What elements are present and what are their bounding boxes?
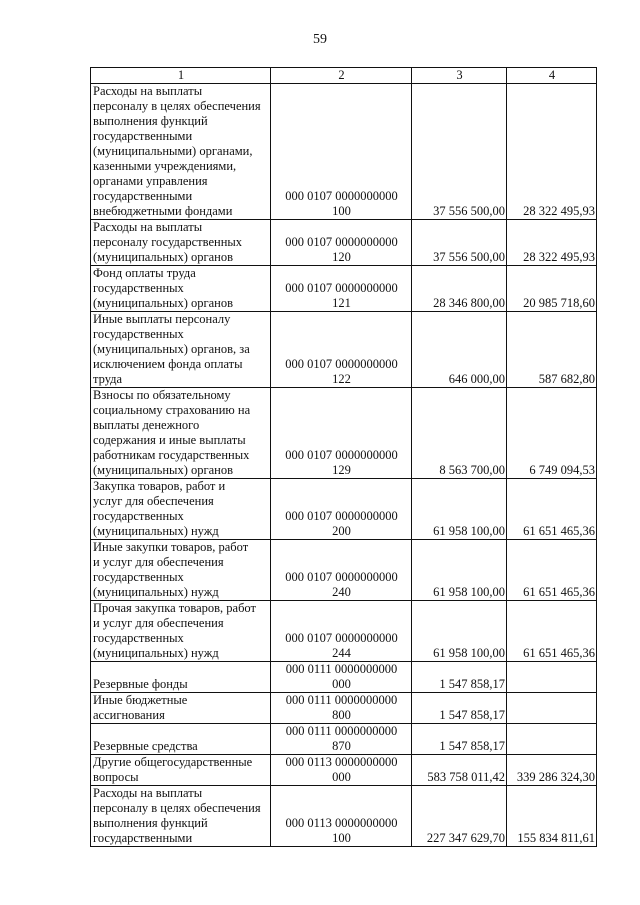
row-name-text: Закупка товаров, работ и услуг для обеспечения государственных (муниципальных) нужд	[93, 479, 226, 538]
row-name-cell	[91, 388, 271, 479]
row-value-col4: 61 651 465,36	[507, 479, 597, 540]
row-name-text: Прочая закупка товаров, работ и услуг для обеспечения государственных (муниципальных) нужд	[93, 601, 256, 660]
table-row	[91, 724, 597, 755]
row-code-cell: 000 0107 0000000000 122	[271, 312, 412, 388]
row-name-cell	[91, 601, 271, 662]
row-value-col3: 37 556 500,00	[412, 84, 507, 220]
row-value-col4: 155 834 811,61	[507, 786, 597, 847]
row-value-col4: 61 651 465,36	[507, 601, 597, 662]
row-code-cell: 000 0111 0000000000 800	[271, 693, 412, 724]
row-code-cell: 000 0113 0000000000 000	[271, 755, 412, 786]
row-value-col3: 28 346 800,00	[412, 266, 507, 312]
row-name-cell	[91, 693, 271, 724]
row-value-col3: 1 547 858,17	[412, 693, 507, 724]
header-row	[91, 68, 597, 84]
row-name-cell	[91, 786, 271, 847]
row-value-col4: 28 322 495,93	[507, 220, 597, 266]
row-name-text: Другие общегосударственные вопросы	[93, 755, 253, 784]
row-code-cell: 000 0107 0000000000 200	[271, 479, 412, 540]
table-row	[91, 601, 597, 662]
row-name-text: Фонд оплаты труда государственных (муниципальных) органов	[93, 266, 234, 310]
row-value-col3: 8 563 700,00	[412, 388, 507, 479]
header-col-4: 4	[507, 68, 597, 84]
row-value-col3: 37 556 500,00	[412, 220, 507, 266]
row-value-col3: 1 547 858,17	[412, 662, 507, 693]
row-name-text: Расходы на выплаты персоналу в целях обеспечения выполнения функций государственными	[93, 786, 261, 845]
table-row	[91, 662, 597, 693]
row-value-col4	[507, 693, 597, 724]
table-row	[91, 220, 597, 266]
row-name-text: Расходы на выплаты персоналу государственных (муниципальных) органов	[93, 220, 243, 264]
row-code-cell: 000 0111 0000000000 000	[271, 662, 412, 693]
header-col-1: 1	[91, 68, 271, 84]
row-name-cell	[91, 312, 271, 388]
row-code-cell: 000 0113 0000000000 100	[271, 786, 412, 847]
row-name-cell	[91, 266, 271, 312]
row-value-col4	[507, 724, 597, 755]
table-row	[91, 786, 597, 847]
row-name-text: Резервные фонды	[93, 677, 188, 691]
table-row	[91, 266, 597, 312]
table-row	[91, 693, 597, 724]
table-row	[91, 755, 597, 786]
budget-table	[90, 67, 597, 847]
row-code-cell: 000 0107 0000000000 244	[271, 601, 412, 662]
row-value-col3: 583 758 011,42	[412, 755, 507, 786]
row-value-col3: 227 347 629,70	[412, 786, 507, 847]
row-name-cell	[91, 479, 271, 540]
row-value-col3: 61 958 100,00	[412, 479, 507, 540]
row-code-cell: 000 0111 0000000000 870	[271, 724, 412, 755]
row-value-col4: 61 651 465,36	[507, 540, 597, 601]
row-value-col3: 1 547 858,17	[412, 724, 507, 755]
row-value-col3: 61 958 100,00	[412, 540, 507, 601]
row-name-cell	[91, 755, 271, 786]
row-value-col4	[507, 662, 597, 693]
table-row	[91, 540, 597, 601]
page-number: 59	[313, 32, 327, 47]
row-value-col4: 6 749 094,53	[507, 388, 597, 479]
row-name-text: Расходы на выплаты персоналу в целях обеспечения выполнения функций государственными (муниципальными) органами, казенными учреждениями, органами управления государственными внебюджетными фондами	[93, 84, 261, 218]
table-row	[91, 388, 597, 479]
row-value-col4: 339 286 324,30	[507, 755, 597, 786]
row-name-cell	[91, 724, 271, 755]
table-row	[91, 312, 597, 388]
header-col-3: 3	[412, 68, 507, 84]
row-code-cell: 000 0107 0000000000 121	[271, 266, 412, 312]
header-col-2: 2	[271, 68, 412, 84]
table-row	[91, 479, 597, 540]
row-value-col4: 28 322 495,93	[507, 84, 597, 220]
row-name-text: Иные выплаты персоналу государственных (муниципальных) органов, за исключением фонда оплаты труда	[93, 312, 250, 386]
row-name-text: Иные закупки товаров, работ и услуг для обеспечения государственных (муниципальных) нужд	[93, 540, 249, 599]
row-name-cell	[91, 540, 271, 601]
row-name-text: Взносы по обязательному социальному страхованию на выплаты денежного содержания и иные выплаты работникам государственных (муниципальных) органов	[93, 388, 251, 477]
row-code-cell: 000 0107 0000000000 129	[271, 388, 412, 479]
row-code-cell: 000 0107 0000000000 120	[271, 220, 412, 266]
row-value-col4: 587 682,80	[507, 312, 597, 388]
row-name-cell	[91, 220, 271, 266]
table-row	[91, 84, 597, 220]
row-code-cell: 000 0107 0000000000 240	[271, 540, 412, 601]
row-name-cell	[91, 84, 271, 220]
row-name-cell	[91, 662, 271, 693]
row-value-col4: 20 985 718,60	[507, 266, 597, 312]
row-value-col3: 61 958 100,00	[412, 601, 507, 662]
row-value-col3: 646 000,00	[412, 312, 507, 388]
row-name-text: Иные бюджетные ассигнования	[93, 693, 188, 722]
row-code-cell: 000 0107 0000000000 100	[271, 84, 412, 220]
row-name-text: Резервные средства	[93, 739, 198, 753]
